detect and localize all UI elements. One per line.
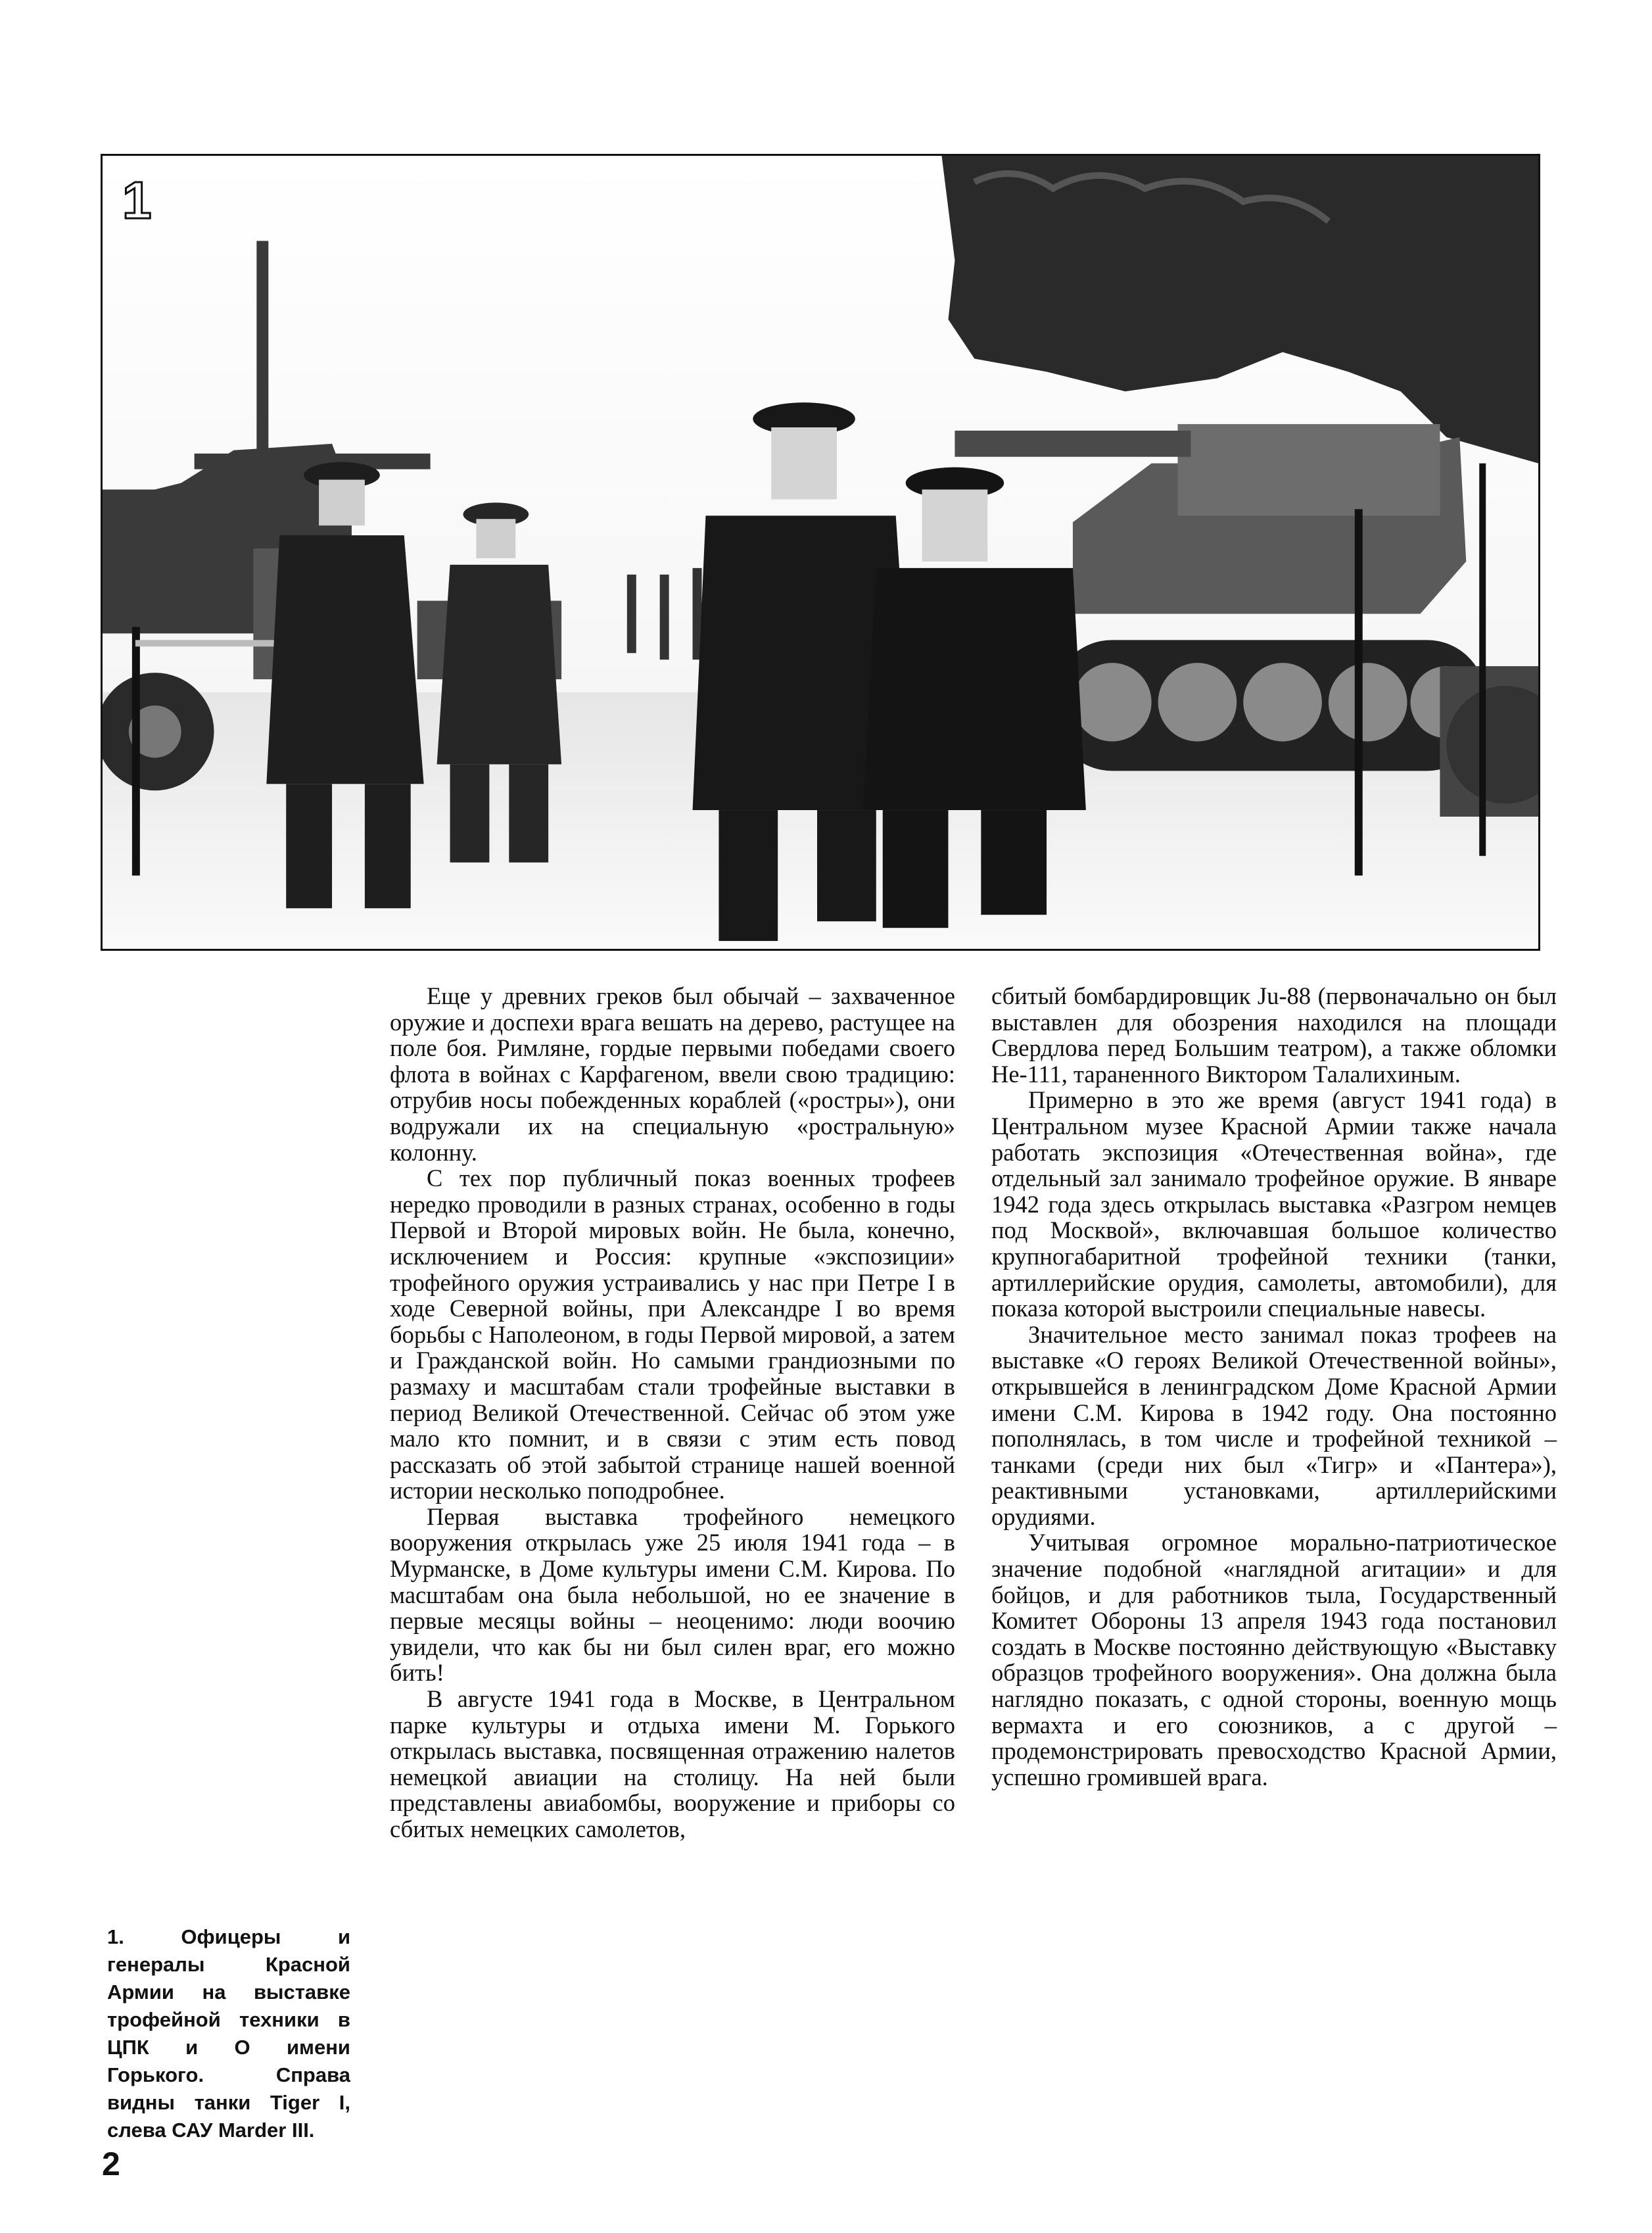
text-column-2	[991, 983, 1557, 1790]
paragraph: Примерно в это же время (август 1941 года) в Центральном музее Красной Армии также начала работать экспозиция «Отечественная война», где отдельный зал занимало трофейное оружие. В январе 1942 года здесь открылась выставка «Разгром немцев под Москвой», включавшая большое количество крупногабаритной трофейной техники (танки, артиллерийские орудия, самолеты, автомобили), для показа которой выстроили специальные навесы.	[991, 1086, 1557, 1322]
paragraph: Первая выставка трофейного немецкого вооружения открылась уже 25 июля 1941 года – в Мурманске, в Доме культуры имени С.М. Кирова. По масштабам она была небольшой, но ее значение в первые месяцы войны – неоценимо: люди воочию увидели, что как бы ни был силен враг, его можно бить!	[390, 1502, 955, 1687]
paragraph: Еще у древних греков был обычай – захваченное оружие и доспехи врага вешать на дерево, растущее на поле боя. Римляне, гордые первыми победами своего флота в войнах с Карфагеном, ввели свою традицию: отрубив носы побежденных кораблей («ростры»), они водружали их на специальную «ростральную» колонну.	[390, 982, 955, 1166]
text-column-1	[390, 983, 955, 1842]
paragraph: Учитывая огромное морально-патриотическое значение подобной «наглядной агитации» и для бойцов, и для работников тыла, Государственный Комитет Обороны 13 апреля 1943 года постановил создать в Москве постоянно действующую «Выставку образцов трофейного вооружения». Она должна была наглядно показать, с одной стороны, военную мощь вермахта и его союзников, а с другой – продемонстрировать превосходство Красной Армии, успешно громившей врага.	[991, 1529, 1557, 1790]
paragraph: С тех пор публичный показ военных трофеев нередко проводили в разных странах, особенно в годы Первой и Второй мировых войн. Не была, конечно, исключением и Россия: крупные «экспозиции» трофейного оружия устраивались у нас при Петре I в ходе Северной войны, при Александре I во время борьбы с Наполеоном, в годы Первой мировой, а затем и Гражданской войн. Но самыми грандиозными по размаху и масштабам стали трофейные выставки в период Великой Отечественной. Сейчас об этом уже мало кто помнит, и в связи с этим есть повод рассказать об этой забытой странице нашей военной истории несколько поподробнее.	[390, 1165, 955, 1504]
paragraph: Значительное место занимал показ трофеев на выставке «О героях Великой Отечественной войны», открывшейся в ленинградском Доме Красной Армии имени С.М. Кирова в 1942 году. Она постоянно пополнялась, в том числе и трофейной техникой – танками (среди них был «Тигр» и «Пантера»), реактивными установками, артиллерийскими орудиями.	[991, 1320, 1557, 1530]
photo-number: 1	[122, 171, 152, 229]
paragraph: сбитый бомбардировщик Ju-88 (первоначально он был выставлен для обозрения находился на площади Свердлова перед Большим театром), а также обломки He-111, тараненного Виктором Талалихиным.	[991, 982, 1557, 1088]
photo-image	[103, 156, 1538, 949]
paragraph: В августе 1941 года в Москве, в Центральном парке культуры и отдыха имени М. Горького открылась выставка, посвященная отражению налетов немецкой авиации на столицу. На ней были представлены авиабомбы, вооружение и приборы со сбитых немецких самолетов,	[390, 1685, 955, 1842]
photo-officers-exhibition	[101, 154, 1540, 951]
page-number: 2	[102, 2146, 120, 2182]
photo-caption: 1. Офицеры и генералы Красной Армии на выставке трофейной техники в ЦПК и О имени Горького. Справа видны танки Tiger I, слева САУ Marder III.	[107, 1925, 350, 2142]
